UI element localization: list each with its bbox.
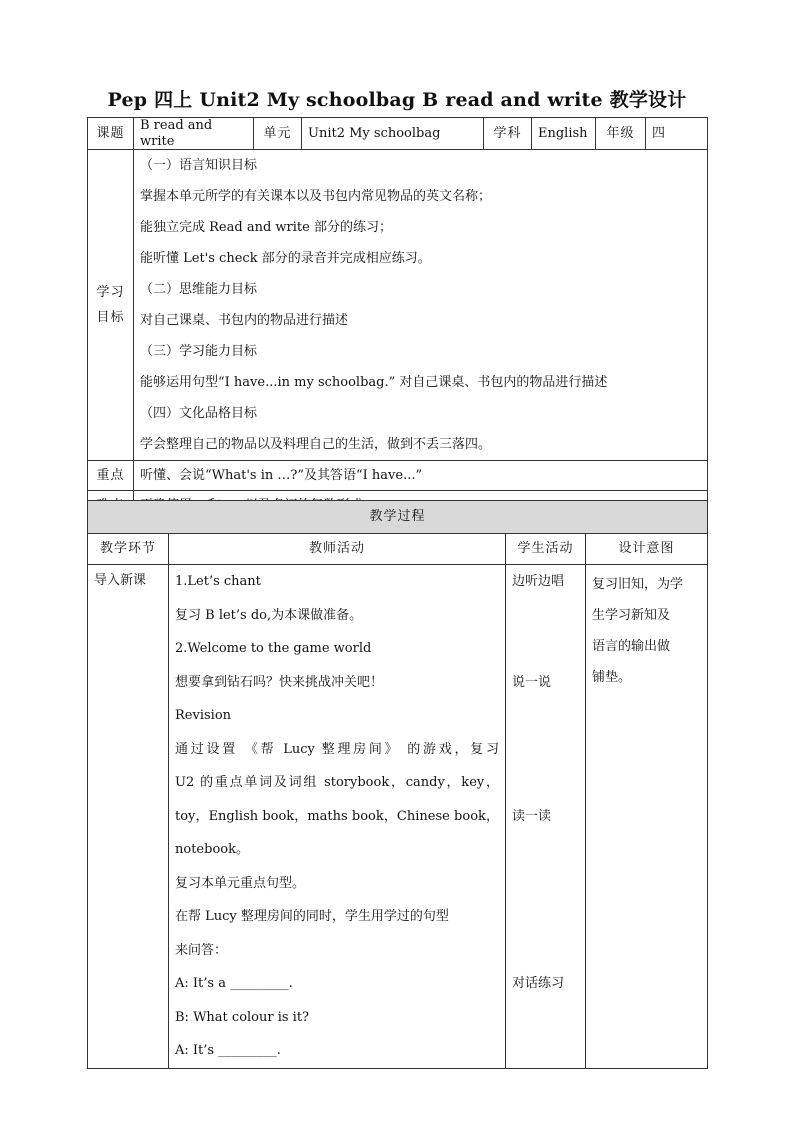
goals-row [88, 150, 708, 461]
key-point-label: 重点 [88, 461, 134, 491]
student-line [512, 1034, 579, 1068]
teacher-line: 2.Welcome to the game world [175, 641, 372, 656]
goals-label-line: 目标 [96, 310, 125, 326]
key-point-value: 听懂、会说“What's in …?”及其答语“I have...” [134, 461, 708, 491]
purpose-line: 生学习新知及 [592, 608, 671, 623]
teacher-line: B: What colour is it? [175, 1009, 310, 1025]
grade-value: 四 [646, 118, 708, 150]
topic-label: 课题 [88, 118, 134, 150]
teacher-line: A: It’s _________. [175, 1043, 281, 1058]
key-point-row [88, 461, 708, 491]
column-header-row [88, 534, 708, 565]
goal-line: 能听懂 Let's check 部分的录音并完成相应练习。 [140, 251, 431, 267]
teacher-line: 想要拿到钻石吗？快来挑战冲关吧！ [175, 674, 384, 690]
col-stage-header: 教学环节 [88, 534, 169, 565]
student-line [512, 867, 579, 901]
teacher-activity-cell [169, 565, 506, 1069]
goal-line: （二）思维能力目标 [140, 282, 258, 298]
unit-label: 单元 [254, 118, 302, 150]
teacher-line: 复习本单元重点句型。 [175, 875, 306, 891]
student-line [512, 766, 579, 800]
student-line: 读一读 [512, 808, 552, 824]
process-header: 教学过程 [88, 501, 708, 534]
grade-label: 年级 [596, 118, 646, 150]
goal-line: 能够运用句型“I have...in my schoolbag.” 对自己课桌、书包内的物品进行描述 [140, 375, 608, 391]
lead-in-row [88, 565, 708, 1069]
teacher-line: A: It’s a _________. [175, 976, 293, 991]
teacher-line: 来问答： [175, 942, 228, 958]
process-header-row [88, 501, 708, 534]
student-line: 说一说 [512, 674, 552, 690]
purpose-line: 复习旧知，为学 [592, 577, 684, 592]
subject-value: English [532, 118, 596, 150]
goal-line: （三）学习能力目标 [140, 344, 258, 360]
student-line [512, 1001, 579, 1035]
goals-label [88, 150, 134, 461]
col-purpose-header: 设计意图 [586, 534, 708, 565]
purpose-line: 语言的输出做 [592, 639, 671, 654]
teacher-line: U2 的重点单词及词组 storybook，candy，key， [175, 775, 499, 790]
goal-line: （四）文化品格目标 [140, 406, 258, 422]
teacher-line: toy，English book，maths book，Chinese book， [175, 808, 499, 824]
student-line: 对话练习 [512, 976, 565, 991]
student-line [512, 934, 579, 968]
col-student-header: 学生活动 [506, 534, 586, 565]
goal-line: 能独立完成 Read and write 部分的练习； [140, 220, 392, 236]
student-line [512, 699, 579, 733]
student-line [512, 733, 579, 767]
teacher-line: 通过设置 《帮 Lucy 整理房间》 的游戏，复习 [175, 741, 499, 757]
goal-line: 掌握本单元所学的有关课本以及书包内常见物品的英文名称； [140, 189, 492, 205]
header-row [88, 118, 708, 150]
student-line: 边听边唱 [512, 574, 565, 589]
purpose-line: 铺垫。 [592, 670, 632, 685]
teacher-line: 1.Let’s chant [175, 574, 261, 589]
document-title: Pep 四上 Unit2 My schoolbag B read and write 教学设计 [107, 89, 687, 111]
goal-line: （一）语言知识目标 [140, 158, 258, 174]
student-line [512, 632, 579, 666]
unit-value: Unit2 My schoolbag [302, 118, 484, 150]
teacher-line: Revision [175, 708, 232, 723]
goal-line: 学会整理自己的物品以及料理自己的生活，做到不丢三落四。 [140, 437, 492, 453]
teacher-line: 复习 B let’s do,为本课做准备。 [175, 607, 363, 623]
goals-label-line: 学习 [96, 284, 125, 300]
subject-label: 学科 [484, 118, 532, 150]
teacher-line: 在帮 Lucy 整理房间的同时，学生用学过的句型 [175, 909, 449, 924]
student-line [512, 900, 579, 934]
goals-content [134, 150, 708, 461]
student-line [512, 599, 579, 633]
col-teacher-header: 教师活动 [169, 534, 506, 565]
teacher-line: notebook。 [175, 842, 249, 857]
student-line [512, 833, 579, 867]
teaching-process-table [87, 500, 708, 1069]
design-purpose-cell [586, 565, 708, 1069]
student-activity-cell [506, 565, 586, 1069]
lesson-info-table [87, 117, 708, 522]
topic-value: B read and write [134, 118, 254, 150]
goal-line: 对自己课桌、书包内的物品进行描述 [140, 313, 349, 329]
stage-cell: 导入新课 [88, 565, 169, 1069]
